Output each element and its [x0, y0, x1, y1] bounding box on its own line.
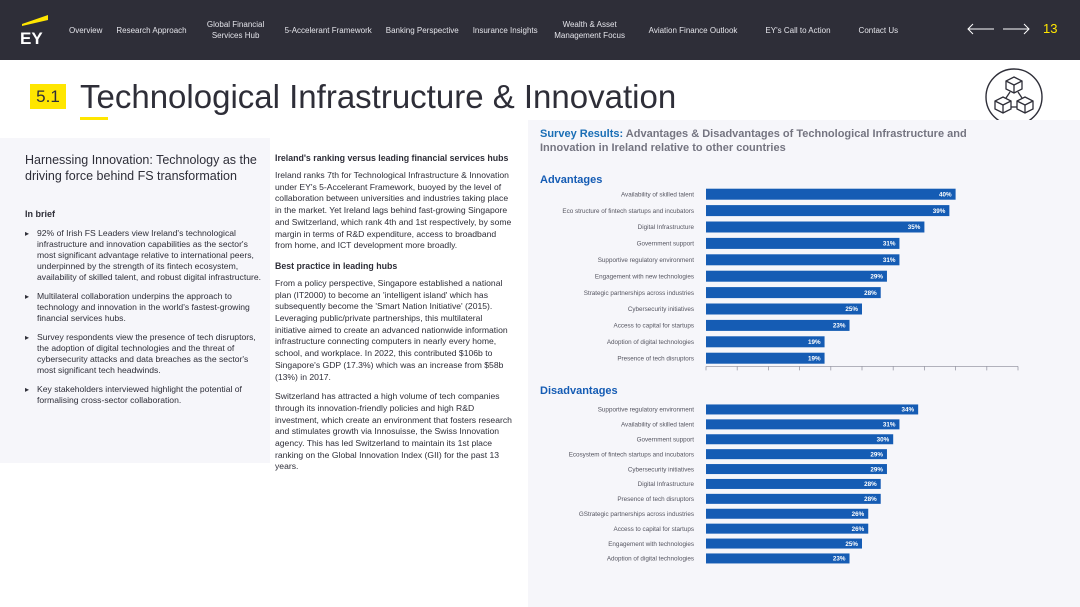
bar — [706, 205, 949, 216]
category-label: Presence of tech disruptors — [617, 355, 694, 363]
svg-text:EY: EY — [20, 29, 43, 46]
arrow-left-icon[interactable] — [966, 22, 996, 36]
top-nav-bar — [0, 0, 1080, 60]
bar-value-label: 26% — [851, 510, 865, 518]
title-underline — [80, 117, 108, 120]
category-label: Access to capital for startups — [613, 322, 694, 330]
category-label: Engagement with technologies — [608, 540, 694, 548]
in-brief-label: In brief — [25, 209, 56, 219]
bar — [706, 336, 825, 347]
bar — [706, 238, 899, 249]
ey-logo[interactable] — [18, 12, 52, 46]
bar — [706, 419, 899, 429]
bar — [706, 304, 862, 315]
category-label: Availability of skilled talent — [620, 421, 694, 429]
category-label: Engagement with new technologies — [594, 273, 694, 281]
bar-value-label: 31% — [882, 257, 896, 264]
section-number-badge: 5.1 — [30, 84, 66, 109]
bar — [706, 479, 881, 489]
category-label: Availability of skilled talent — [620, 191, 694, 199]
bar-value-label: 19% — [807, 355, 821, 363]
category-label: Adoption of digital technologies — [606, 555, 694, 563]
category-label: Access to capital for startups — [613, 525, 694, 533]
survey-title-rest: Advantages & Disadvantages of Technological Infrastructure and Innovation in Ireland relative to other countries — [540, 128, 967, 154]
category-label: Cybersecurity initiatives — [627, 466, 694, 474]
list-item: ▸ Survey respondents view the presence of tech disruptors, the adoption of digital technologies and the threat of cybersecurity attacks and data breaches as the sector's most significant tech headwinds. — [25, 332, 263, 376]
bar-value-label: 39% — [932, 207, 946, 215]
page-number: 13 — [1043, 21, 1058, 36]
bar-value-label: 23% — [832, 322, 846, 330]
category-label: Supportive regulatory environment — [597, 257, 694, 264]
list-item: ▸ Multilateral collaboration underpins the approach to technology and innovation in the world's fastest-growing financial services hubs. — [25, 291, 263, 324]
category-label: Ecosystem of fintech startups and incubators — [568, 451, 694, 459]
category-label: Cybersecurity initiatives — [627, 306, 694, 314]
advantages-heading: Advantages — [540, 174, 603, 186]
disadvantages-heading: Disadvantages — [540, 385, 618, 397]
bar-value-label: 28% — [864, 289, 877, 297]
bar-value-label: 25% — [845, 306, 858, 314]
bar — [706, 494, 881, 504]
category-label: GStrategic partnerships across industries — [578, 510, 694, 518]
bar-value-label: 28% — [864, 496, 877, 504]
bar — [706, 353, 825, 364]
left-heading: Harnessing Innovation: Technology as the driving force behind FS transformation — [25, 153, 257, 183]
category-label: Government support — [636, 436, 694, 444]
bar-value-label: 29% — [870, 273, 883, 281]
bar-value-label: 35% — [907, 224, 921, 232]
bar — [706, 404, 918, 414]
survey-title — [540, 127, 1000, 155]
bar — [706, 434, 893, 444]
nav-overview[interactable]: Overview — [69, 25, 103, 35]
bar — [706, 271, 887, 282]
bar-value-label: 40% — [938, 191, 952, 199]
bar — [706, 189, 956, 200]
survey-title-highlight: Survey Results: — [540, 128, 624, 140]
bar-value-label: 31% — [882, 421, 896, 429]
nav-aviation-finance-outlook[interactable]: Aviation Finance Outlook — [648, 25, 738, 35]
category-label: Eco structure of fintech startups and incubators — [562, 207, 694, 215]
arrow-right-icon[interactable] — [1001, 22, 1031, 36]
bar — [706, 524, 868, 534]
bar — [706, 509, 868, 519]
bar — [706, 553, 850, 563]
nav-eys-call-to-action[interactable]: EY's Call to Action — [765, 25, 831, 35]
nav-5-accelerant-framework[interactable]: 5-Accelerant Framework — [284, 25, 372, 35]
category-label: Presence of tech disruptors — [617, 496, 694, 504]
bar — [706, 320, 850, 331]
bar-value-label: 34% — [901, 406, 915, 414]
bar-value-label: 30% — [876, 436, 890, 444]
bar — [706, 449, 887, 459]
bar-value-label: 29% — [870, 451, 883, 459]
category-label: Supportive regulatory environment — [597, 406, 694, 414]
ranking-paragraph: Ireland ranks 7th for Technological Infrastructure & Innovation under EY's 5-Accelerant Framework, buoyed by the level of collaboration between universities and industries taking place in the market. Yet Ireland lags behind fast-growing Singapore and Switzerland, which rank 4th and 1st respectively, by some margin in terms of R&D expenditure, access to broadband from home, and ICT development more broadly. — [275, 170, 512, 251]
body-text-column — [275, 152, 515, 481]
bar — [706, 222, 924, 233]
disadvantages-bar-chart — [540, 402, 1030, 572]
ranking-heading: Ireland's ranking versus leading financial services hubs — [275, 153, 509, 163]
network-cubes-icon — [984, 67, 1044, 127]
singapore-paragraph: From a policy perspective, Singapore established a national plan (IT2000) to become an 'intelligent island' which has subsequently become the 'Smart Nation Initiative' (2015). Leveraging public/private partnerships, this multilateral initiative aimed to create an advanced nationwide information infrastructure connecting computers in nearly every home, school, and workplace. In 2022, this contributed $106b to Singapore's GDP (17.3%) which was an increase from $58b (13%) in 2017. — [275, 277, 508, 382]
bar-value-label: 19% — [807, 339, 821, 346]
best-practice-heading: Best practice in leading hubs — [275, 260, 398, 271]
bar-value-label: 25% — [845, 540, 858, 548]
bar — [706, 287, 881, 298]
nav-insurance-insights[interactable]: Insurance Insights — [472, 25, 538, 35]
list-item: ▸ 92% of Irish FS Leaders view Ireland's technological infrastructure and innovation capabilities as the sector's most significant advantage relative to international peers, underpinned by the strength of its fintech ecosystem, availability of skilled talent, and robust digital infrastructure. — [25, 228, 263, 283]
nav-research-approach[interactable]: Research Approach — [116, 25, 187, 35]
category-label: Digital Infrastructure — [637, 224, 694, 232]
switzerland-paragraph: Switzerland has attracted a high volume of tech companies through its innovation-friendly policies and high R&D investment, which create an environment that fosters research and stimulates growth via Innosuisse, the Swiss Innovation agency. This has led Switzerland to maintain its 1st place ranking on the Global Innovation Index (GII) for the past 13 years. — [275, 391, 512, 472]
nav-global-financial-services-hub[interactable]: Global Financial Services Hub — [206, 20, 265, 40]
category-label: Strategic partnerships across industries — [583, 289, 694, 297]
category-label: Digital Infrastructure — [637, 481, 694, 489]
category-label: Government support — [636, 240, 694, 248]
bar-value-label: 26% — [851, 525, 865, 533]
bar-value-label: 29% — [870, 466, 883, 474]
bar-value-label: 28% — [864, 481, 877, 489]
bar-value-label: 23% — [832, 555, 846, 563]
in-brief-list — [25, 228, 263, 414]
nav-contact-us[interactable]: Contact Us — [858, 25, 899, 35]
page-title: Technological Infrastructure & Innovation — [80, 78, 677, 115]
category-label: Adoption of digital technologies — [606, 339, 694, 346]
bar — [706, 539, 862, 549]
bar — [706, 254, 899, 265]
nav-wealth-asset-management[interactable]: Wealth & Asset Management Focus — [554, 20, 625, 40]
nav-banking-perspective[interactable]: Banking Perspective — [385, 25, 459, 35]
list-item: ▸ Key stakeholders interviewed highlight the potential of formalising cross-sector collaboration. — [25, 384, 263, 406]
nav-menu — [62, 0, 967, 60]
advantages-bar-chart — [540, 186, 1030, 368]
bar-value-label: 31% — [882, 240, 896, 248]
bar — [706, 464, 887, 474]
